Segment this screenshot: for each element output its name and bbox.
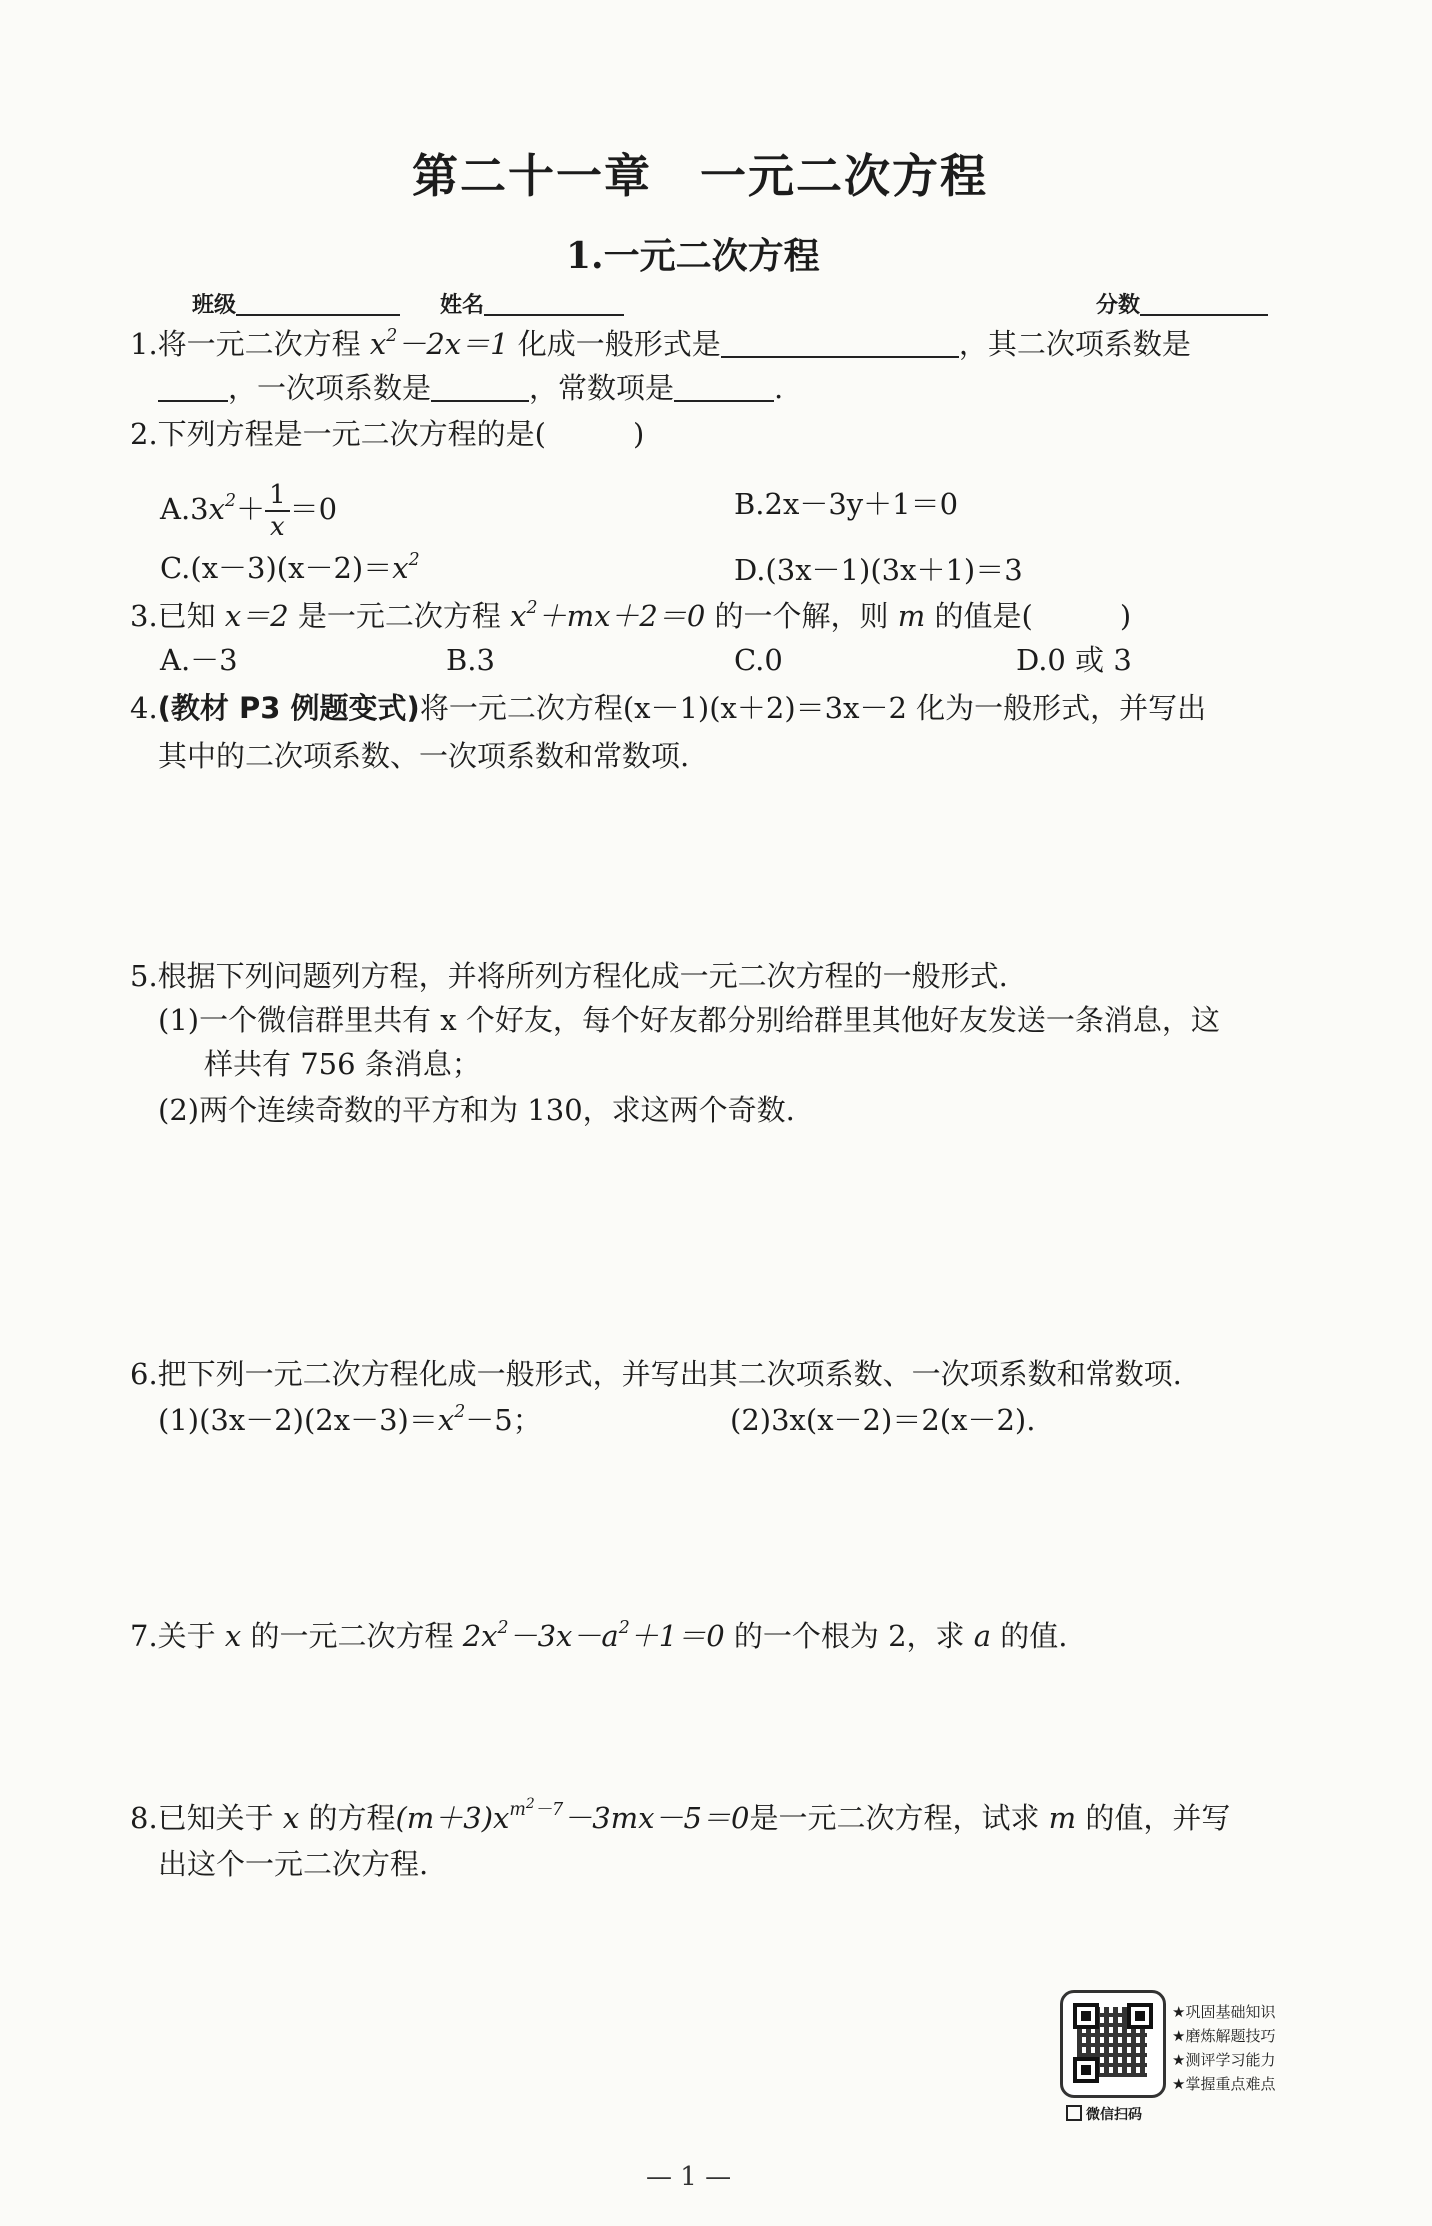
q1-blank-constant [674,370,774,402]
promo-item: ★磨炼解题技巧 [1172,2027,1276,2045]
score-label: 分数 [1096,292,1141,318]
q6-stem: 6.把下列一元二次方程化成一般形式，并写出其二次项系数、一次项系数和常数项. [130,1357,1182,1391]
q5-stem: 5.根据下列问题列方程，并将所列方程化成一元二次方程的一般形式. [130,959,1008,993]
q6-part1: $(1)(3x-2)(2x-3)=x^2-5$； [158,1401,542,1437]
scan-icon [1066,2105,1082,2121]
q3-option-d: D.0 或 3 [1016,643,1132,677]
page-number: — 1 — [646,2162,732,2192]
q3-stem: 3.已知 x＝2 是一元二次方程 $x^2+mx+2=0$ 的一个解，则 m 的值是( ) [130,597,1132,633]
chapter-title: 第二十一章 一元二次方程 [412,149,988,203]
q5-part1-line2: 样共有 756 条消息； [204,1047,481,1081]
q1-blank-linear [431,370,529,402]
q1-blank-general-form [721,326,959,358]
promo-item: ★巩固基础知识 [1172,2003,1276,2021]
class-field [192,284,400,319]
q2-option-c: $C.(x-3)(x-2)=x^2$ [160,549,420,585]
fraction-1-over-x: $\frac{1}{x}$ [265,480,290,542]
q1-blank-quadratic [158,370,228,402]
q4-line2: 其中的二次项系数、一次项系数和常数项. [158,739,690,773]
promo-list [1172,2000,1275,2096]
q2-option-b: B.2x－3y＋1＝0 [734,487,959,521]
q1-line2: ，一次项系数是 ，常数项是 . [158,366,783,410]
qr-finder-icon [1073,2003,1099,2029]
score-field [1096,284,1268,319]
q1-line1: 1.将一元二次方程 $x^2-2x=1$ 化成一般形式是 ，其二次项系数是 [130,325,1191,361]
name-field [440,284,624,319]
qr-finder-icon [1073,2057,1099,2083]
class-label: 班级 [192,292,237,318]
q1-equation: $x^2-2x=1$ [369,325,509,361]
promo-item: ★测评学习能力 [1172,2051,1276,2069]
q2-stem: 2.下列方程是一元二次方程的是( ) [130,417,645,451]
q8-line2: 出这个一元二次方程. [158,1847,429,1881]
q8-line1: 8.已知关于 x 的方程$(m+3)x^{m^2-7}-3mx-5=0$是一元二次方程，试求 m 的值，并写 [130,1796,1231,1835]
score-blank [1140,284,1268,316]
scan-label: 微信扫码 [1066,2104,1142,2124]
section-title: 1.一元二次方程 [566,235,820,277]
qr-finder-icon [1127,2003,1153,2029]
q3-option-a: A.－3 [160,643,238,677]
q4-textbook-tag: (教材 P3 例题变式) [157,691,420,725]
promo-item: ★掌握重点难点 [1172,2075,1276,2093]
q7-equation: $2x^2-3x-a^2+1=0$ [462,1617,725,1653]
name-blank [484,284,624,316]
q5-part1-line1: (1)一个微信群里共有 x 个好友，每个好友都分别给群里其他好友发送一条消息，这 [158,1003,1220,1037]
q3-option-b: B.3 [446,643,495,677]
q7-stem: 7.关于 x 的一元二次方程 $2x^2-3x-a^2+1=0$ 的一个根为 2，求 a 的值. [130,1617,1068,1653]
qr-code-frame[interactable] [1060,1990,1166,2098]
q4-line1: 4.(教材 P3 例题变式)将一元二次方程(x－1)(x＋2)＝3x－2 化为一般形式，并写出 [130,691,1207,725]
q2-option-d: D.(3x－1)(3x＋1)＝3 [734,553,1023,587]
class-blank [236,284,400,316]
q3-option-c: C.0 [734,643,783,677]
q6-part2: (2)3x(x－2)＝2(x－2). [730,1403,1036,1437]
q5-part2: (2)两个连续奇数的平方和为 130，求这两个奇数. [158,1093,795,1127]
name-label: 姓名 [440,292,485,318]
q2-option-a: $A.3x^2+$ $\frac{1}{x}$ ＝0 [160,480,338,542]
q8-equation: $(m+3)x^{m^2-7}-3mx-5=0$ [395,1796,750,1835]
q3-equation: $x^2+mx+2=0$ [510,597,706,633]
